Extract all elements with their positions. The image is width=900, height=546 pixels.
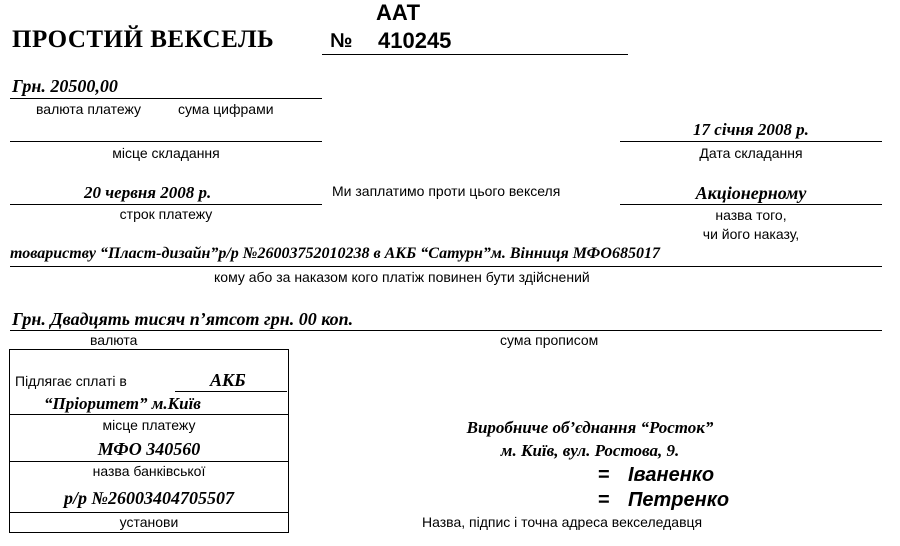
term-line bbox=[10, 204, 322, 205]
signature-1: Іваненко bbox=[628, 464, 715, 486]
term-label: строк платежу bbox=[119, 206, 213, 222]
amount-words-currency-label: валюта bbox=[90, 332, 138, 348]
payee-label-2: чи його наказу, bbox=[702, 226, 800, 242]
number-sign: № bbox=[330, 30, 353, 52]
amount-words-sum-label: сума прописом bbox=[500, 332, 599, 348]
bank-name-2-line bbox=[10, 414, 288, 415]
amount-currency-label: валюта платежу bbox=[36, 101, 141, 117]
bank-mfo: МФО 340560 bbox=[97, 439, 201, 459]
drawer-name: Виробниче об’єднання “Росток” bbox=[466, 418, 714, 437]
bank-name-line bbox=[175, 391, 287, 392]
series-label: ААТ bbox=[376, 0, 421, 25]
promise-text: Ми заплатимо проти цього векселя bbox=[332, 183, 561, 199]
bank-account-line bbox=[10, 512, 288, 513]
signature-1-mark: = bbox=[598, 464, 610, 486]
amount-words-line bbox=[10, 330, 882, 331]
bill-number: 410245 bbox=[378, 28, 452, 53]
term-value: 20 червня 2008 р. bbox=[84, 183, 212, 202]
payment-place-label: місце платежу bbox=[102, 417, 196, 433]
drawer-label: Назва, підпис і точна адреса векселедавця bbox=[422, 514, 703, 530]
drawer-address: м. Київ, вул. Ростова, 9. bbox=[500, 441, 680, 460]
payee-label: кому або за наказом кого платіж повинен бути здійснений bbox=[214, 269, 590, 285]
payee-line bbox=[10, 266, 882, 267]
payee-label-1: назва того, bbox=[715, 207, 787, 223]
document-title: ПРОСТИЙ ВЕКСЕЛЬ bbox=[12, 26, 275, 53]
bank-name: АКБ bbox=[210, 370, 246, 390]
bank-name-2: “Пріоритет” м.Київ bbox=[44, 394, 201, 413]
payee-first-part: Акціонерному bbox=[695, 183, 807, 203]
amount-words: Грн. Двадцять тисяч п’ятсот грн. 00 коп. bbox=[12, 309, 354, 329]
number-underline bbox=[322, 54, 628, 55]
signature-2-mark: = bbox=[598, 489, 610, 511]
date-line bbox=[620, 141, 882, 142]
amount-figures: Грн. 20500,00 bbox=[12, 76, 118, 96]
date-value: 17 січня 2008 р. bbox=[693, 120, 809, 139]
bank-account: р/р №26003404705507 bbox=[64, 488, 234, 508]
place-line bbox=[10, 141, 322, 142]
payable-label: Підлягає сплаті в bbox=[15, 373, 127, 389]
payee-first-line bbox=[620, 204, 882, 205]
place-label: місце складання bbox=[112, 145, 220, 161]
institution-label: установи bbox=[119, 514, 179, 530]
amount-sum-label: сума цифрами bbox=[178, 101, 274, 117]
signature-2: Петренко bbox=[628, 489, 730, 511]
date-label: Дата складання bbox=[699, 145, 803, 161]
bank-name-label: назва банківської bbox=[92, 463, 206, 479]
amount-line bbox=[10, 98, 322, 99]
payee-full-line: товариству “Пласт-дизайн”р/р №26003752010238 в АКБ “Сатурн”м. Вінниця МФО685017 bbox=[10, 245, 660, 262]
bank-mfo-line bbox=[10, 461, 288, 462]
